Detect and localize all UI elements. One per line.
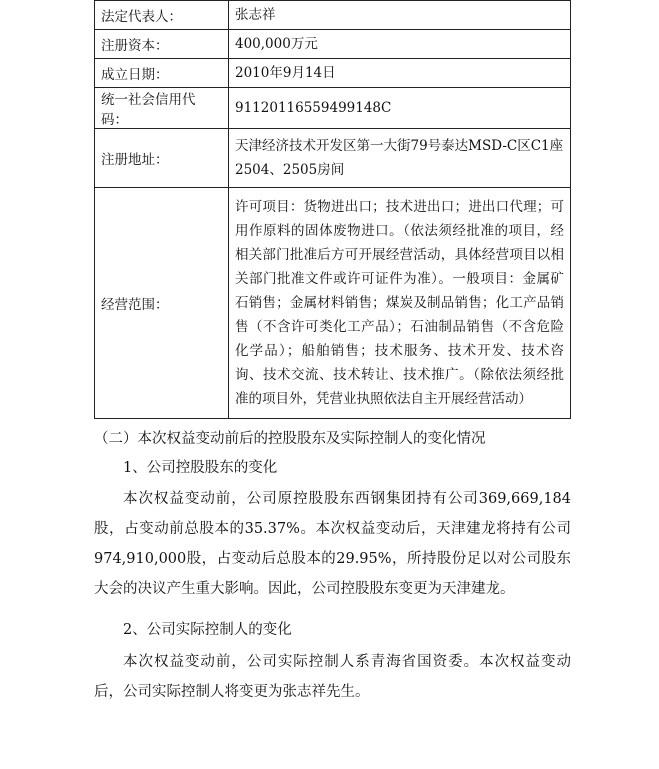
table-row (95, 188, 571, 419)
registered-address-label: 注册地址： (95, 129, 229, 188)
establishment-date-value: 2010年9月14日 (229, 59, 571, 88)
table-row (95, 129, 571, 188)
table-row (95, 88, 571, 129)
subsection-1-paragraph: 本次权益变动前，公司原控股股东西钢集团持有公司369,669,184股，占变动前总股本的35.37%。本次权益变动后，天津建龙将持有公司974,910,000股，占变动后总股本的29.95%，所持股份足以对公司股东大会的决议产生重大影响。因此，公司控股股东变更为天津建龙。 (94, 491, 571, 597)
establishment-date-label: 成立日期： (95, 59, 229, 88)
table-row (95, 59, 571, 88)
credit-code-value: 91120116559499148C (229, 88, 571, 129)
subsection-1-title: 1、公司控股股东的变化 (123, 460, 278, 476)
registered-capital-label: 注册资本： (95, 30, 229, 59)
table-row (95, 1, 571, 30)
legal-representative-value: 张志祥 (229, 1, 571, 30)
legal-representative-label: 法定代表人： (95, 1, 229, 30)
table-row (95, 30, 571, 59)
business-scope-label: 经营范围： (95, 188, 229, 419)
business-scope-value: 许可项目：货物进出口；技术进出口；进出口代理；可用作原料的固体废物进口。（依法须经批准的项目，经相关部门批准后方可开展经营活动，具体经营项目以相关部门批准文件或许可证件为准）。一般项目：金属矿石销售；金属材料销售；煤炭及制品销售；化工产品销售（不含许可类化工产品）；石油制品销售（不含危险化学品）；船舶销售；技术服务、技术开发、技术咨询、技术交流、技术转让、技术推广。（除依法须经批准的项目外，凭营业执照依法自主开展经营活动） (229, 188, 571, 419)
section-heading: （二）本次权益变动前后的控股股东及实际控制人的变化情况 (94, 431, 486, 447)
subsection-2-title: 2、公司实际控制人的变化 (123, 622, 292, 638)
company-info-table (94, 0, 571, 419)
registered-address-value: 天津经济技术开发区第一大街79号泰达MSD-C区C1座2504、2505房间 (229, 129, 571, 188)
registered-capital-value: 400,000万元 (229, 30, 571, 59)
credit-code-label: 统一社会信用代码： (95, 88, 229, 129)
subsection-2-paragraph: 本次权益变动前，公司实际控制人系青海省国资委。本次权益变动后，公司实际控制人将变更为张志祥先生。 (94, 654, 571, 700)
